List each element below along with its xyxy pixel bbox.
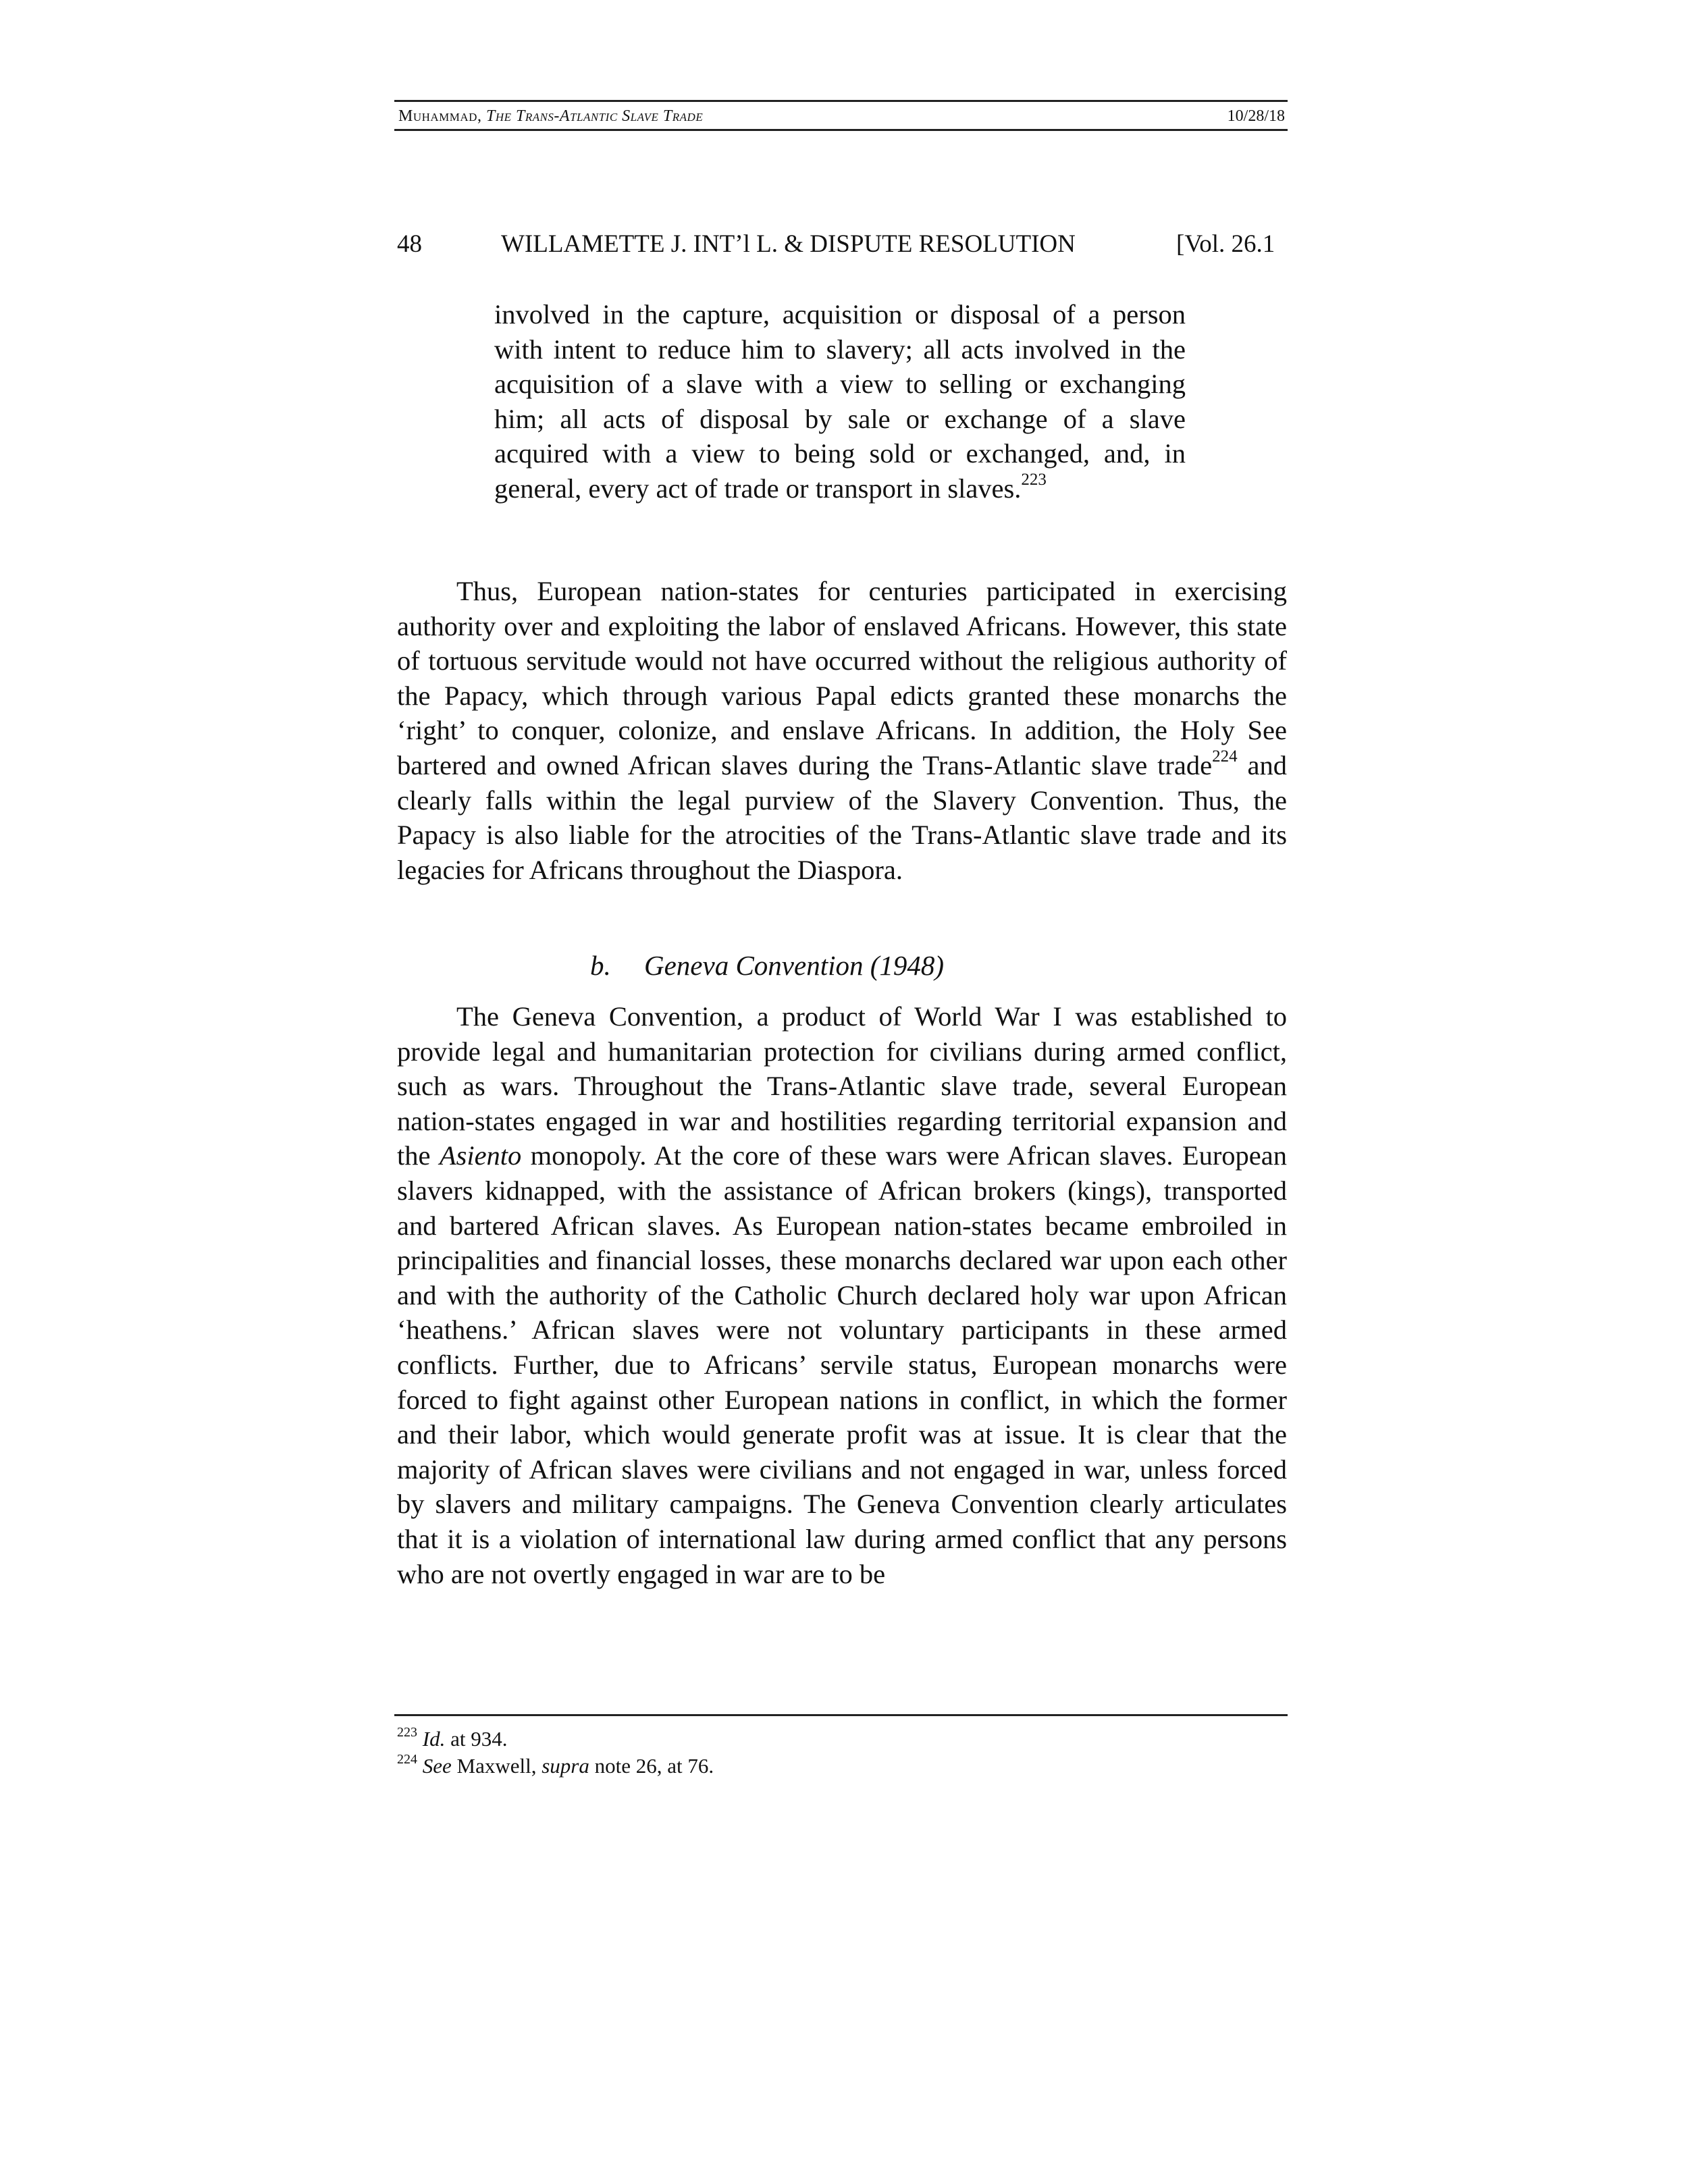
volume-number: [Vol. 26.1 <box>1176 230 1275 258</box>
footnote-224 <box>397 1753 714 1780</box>
section-heading-letter: b. <box>590 950 611 981</box>
body-paragraph <box>397 574 1287 887</box>
footnote-ref-223: 223 <box>1021 471 1047 489</box>
section-heading <box>590 949 944 982</box>
block-quote-text: involved in the capture, acquisition or disposal of a person with intent to reduce him to slavery; all acts involved in the acquisition of a slave with a view to selling or exchanging him; all acts of disposal by sale or exchange of a slave acquired with a view to being sold or exchanged, and, in general, every act of trade or transport in slaves. <box>494 299 1186 504</box>
paragraph-text: monopoly. At the core of these wars were African slaves. European slavers kidnapped, with the assistance of African brokers (kings), transported and bartered African slaves. As European nation-states became embroiled in principalities and financial losses, these monarchs declared war upon each other and with the authority of the Catholic Church declared holy war upon African ‘heathens.’ African slaves were not voluntary participants in these armed conflicts. Further, due to Africans’ servile status, European monarchs were forced to fight against other European nations in conflict, in which the former and their labor, which would generate profit was at issue. It is clear that the majority of African slaves were civilians and not engaged in war, unless forced by slavers and military campaigns. The Geneva Convention clearly articulates that it is a violation of international law during armed conflict that any persons who are not overtly engaged in war are to be <box>397 1140 1288 1589</box>
footnote-text: note 26, at 76. <box>589 1754 714 1778</box>
running-header-author: Muhammad <box>398 107 477 125</box>
paragraph-text: and clearly falls within the legal purview of the Slavery Convention. Thus, the Papacy is also liable for the atrocities of the Trans-Atlantic slave trade and its legacies for Africans throughout the Diaspora. <box>397 749 1287 885</box>
footnote-223 <box>397 1726 714 1753</box>
footnotes <box>397 1726 714 1780</box>
footnote-italic: See <box>422 1754 452 1778</box>
footnote-number: 223 <box>397 1724 417 1740</box>
body-paragraph <box>397 999 1287 1591</box>
running-header-title: The Trans-Atlantic Slave Trade <box>485 107 704 125</box>
footnote-number: 224 <box>397 1751 417 1767</box>
footnote-ref-224: 224 <box>1212 747 1238 766</box>
paragraph-text: Thus, European nation-states for centuries participated in exercising authority over and exploiting the labor of enslaved Africans. However, this state of tortuous servitude would not have occurred without the religious authority of the Papacy, which through various Papal edicts granted these monarchs the ‘right’ to conquer, colonize, and enslave Africans. In addition, the Holy See bartered and owned African slaves during the Trans-Atlantic slave trade <box>397 576 1287 780</box>
italic-term: Asiento <box>439 1140 522 1171</box>
section-heading-title: Geneva Convention (1948) <box>644 950 945 981</box>
journal-title: WILLAMETTE J. INT’l L. & DISPUTE RESOLUTION <box>501 230 1076 258</box>
page-number: 48 <box>397 230 422 258</box>
footnote-divider <box>394 1714 1288 1716</box>
footnote-text: at 934. <box>445 1727 508 1751</box>
block-quote <box>494 297 1186 506</box>
running-header-date: 10/28/18 <box>1227 107 1285 125</box>
footnote-italic: Id. <box>422 1727 446 1751</box>
footnote-text: Maxwell, <box>451 1754 542 1778</box>
running-header-citation: Muhammad, The Trans-Atlantic Slave Trade <box>398 107 704 125</box>
running-header <box>394 100 1288 131</box>
paragraph-text: The Geneva Convention, a product of World War I was established to provide legal and humanitarian protection for civilians during armed conflict, such as wars. Throughout the Trans-Atlantic slave trade, several European nation-states engaged in war and hostilities regarding territorial expansion and the <box>397 1001 1287 1171</box>
footnote-italic: supra <box>542 1754 589 1778</box>
